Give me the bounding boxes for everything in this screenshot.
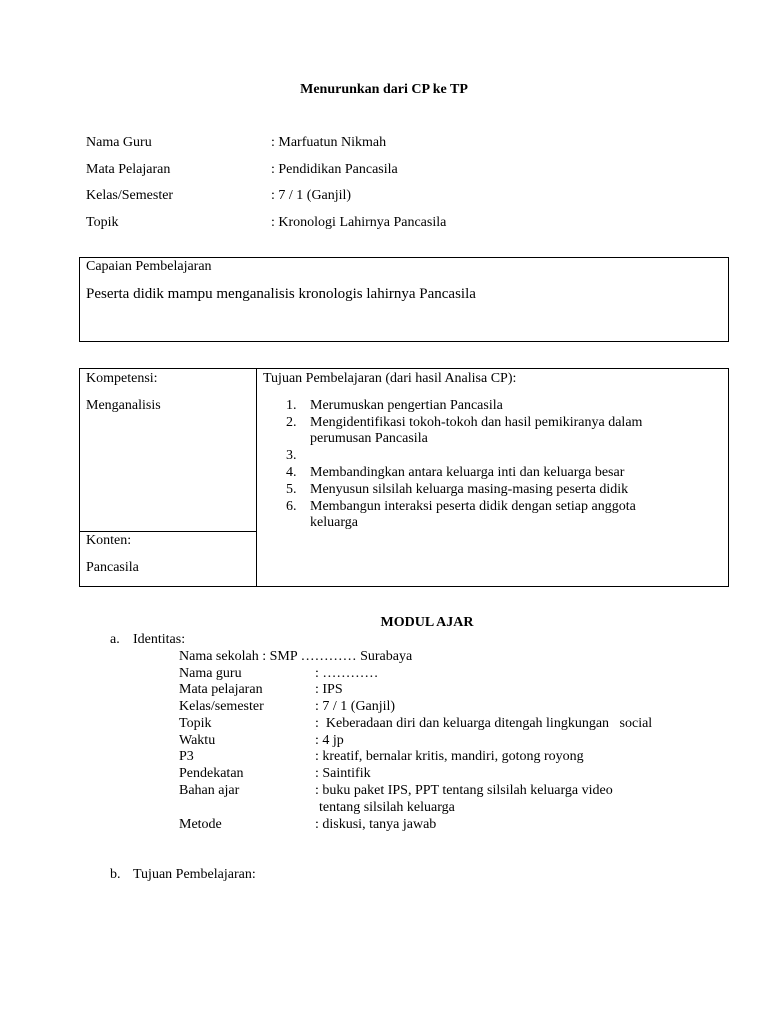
section-b-label: Tujuan Pembelajaran: — [133, 867, 256, 882]
identitas-value: : kreatif, bernalar kritis, mandiri, gotong royong — [315, 749, 584, 764]
identitas-value: : diskusi, tanya jawab — [315, 817, 437, 832]
identitas-label: Kelas/semester — [179, 699, 264, 714]
list-item-continued: keluarga — [310, 515, 358, 530]
identitas-label: P3 — [179, 749, 194, 764]
info-label: Kelas/Semester — [86, 188, 174, 203]
list-item: Menyusun silsilah keluarga masing-masing peserta didik — [310, 482, 629, 497]
table-divider — [79, 531, 257, 532]
list-item-number: 2. — [286, 415, 297, 430]
document-title: Menurunkan dari CP ke TP — [300, 82, 468, 97]
info-value: : 7 / 1 (Ganjil) — [271, 188, 352, 203]
kompetensi-heading: Kompetensi: — [86, 371, 158, 386]
identitas-value: : IPS — [315, 682, 343, 697]
list-item-number: 1. — [286, 398, 297, 413]
info-value: : Marfuatun Nikmah — [271, 135, 387, 150]
identitas-label: Bahan ajar — [179, 783, 240, 798]
identitas-label: Metode — [179, 817, 222, 832]
list-item-number: 4. — [286, 465, 297, 480]
identitas-label: Mata pelajaran — [179, 682, 263, 697]
identitas-value: : 7 / 1 (Ganjil) — [315, 699, 396, 714]
nama-sekolah: Nama sekolah : SMP ………… Surabaya — [179, 649, 413, 664]
identitas-label: Nama guru — [179, 666, 242, 681]
identitas-value-continued: tentang silsilah keluarga — [319, 800, 455, 815]
info-value: : Pendidikan Pancasila — [271, 162, 398, 177]
konten-heading: Konten: — [86, 533, 132, 548]
identitas-value: : Keberadaan diri dan keluarga ditengah lingkungan social — [315, 716, 653, 731]
info-label: Topik — [86, 215, 119, 230]
kompetensi-value: Menganalisis — [86, 398, 161, 413]
info-value: : Kronologi Lahirnya Pancasila — [271, 215, 447, 230]
table-divider — [256, 368, 257, 587]
modul-title: MODUL AJAR — [380, 615, 474, 630]
cp-heading: Capaian Pembelajaran — [86, 259, 212, 274]
section-a-letter: a. — [110, 632, 120, 647]
identitas-value: : Saintifik — [315, 766, 371, 781]
cp-text: Peserta didik mampu menganalisis kronologis lahirnya Pancasila — [86, 286, 476, 302]
section-b-letter: b. — [110, 867, 121, 882]
list-item: Membandingkan antara keluarga inti dan keluarga besar — [310, 465, 625, 480]
identitas-value: : 4 jp — [315, 733, 344, 748]
identitas-label: Waktu — [179, 733, 216, 748]
info-label: Nama Guru — [86, 135, 152, 150]
section-a-label: Identitas: — [133, 632, 186, 647]
list-item: Merumuskan pengertian Pancasila — [310, 398, 503, 413]
list-item: Mengidentifikasi tokoh-tokoh dan hasil pemikiranya dalam — [310, 415, 643, 430]
list-item-number: 3. — [286, 448, 297, 463]
identitas-label: Topik — [179, 716, 212, 731]
konten-value: Pancasila — [86, 560, 139, 575]
list-item-number: 5. — [286, 482, 297, 497]
info-label: Mata Pelajaran — [86, 162, 171, 177]
identitas-label: Pendekatan — [179, 766, 244, 781]
list-item-continued: perumusan Pancasila — [310, 431, 428, 446]
tp-heading: Tujuan Pembelajaran (dari hasil Analisa CP): — [263, 371, 517, 386]
list-item: Membangun interaksi peserta didik dengan setiap anggota — [310, 499, 636, 514]
list-item-number: 6. — [286, 499, 297, 514]
identitas-value: : buku paket IPS, PPT tentang silsilah keluarga video — [315, 783, 613, 798]
identitas-value: : ………… — [315, 666, 379, 681]
